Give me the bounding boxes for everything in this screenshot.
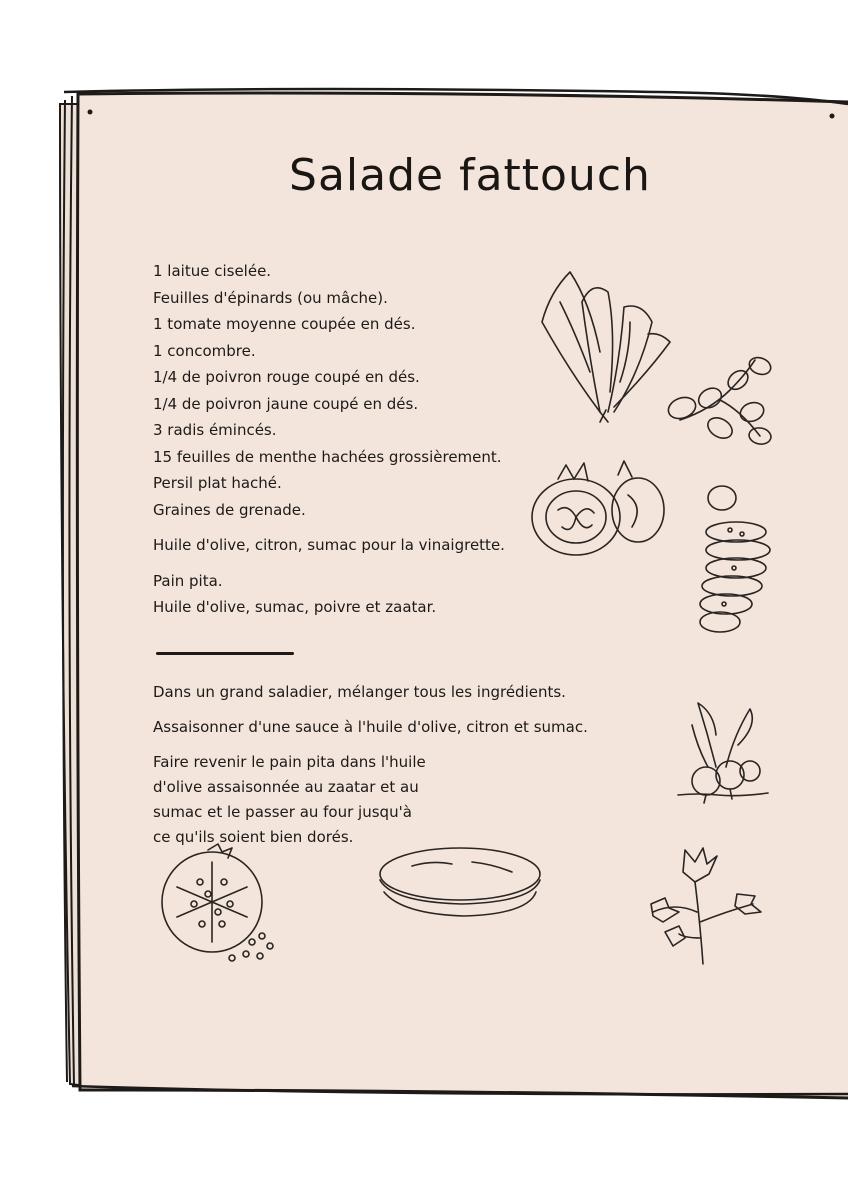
ingredient-item: 1/4 de poivron jaune coupé en dés. [153, 394, 419, 413]
ingredient-item: 1 laitue ciselée. [153, 262, 272, 280]
corner-dot [88, 110, 93, 115]
dressing-line: Huile d'olive, citron, sumac pour la vinaigrette. [153, 536, 505, 554]
ingredient-item: Persil plat haché. [153, 474, 282, 492]
parsley-icon [645, 842, 767, 967]
cucumber-icon [694, 480, 779, 640]
recipe-title: Salade fattouch [289, 150, 651, 201]
pita-icon [372, 842, 547, 924]
ingredient-item: 1/4 de poivron rouge coupé en dés. [153, 368, 420, 386]
bread-item: Pain pita. [153, 571, 223, 590]
ingredient-item: 1 concombre. [153, 341, 256, 360]
step-paragraph: Assaisonner d'une sauce à l'huile d'olive, citron et sumac. [153, 718, 588, 736]
ingredient-item: Feuilles d'épinards (ou mâche). [153, 288, 388, 307]
tomato-icon [528, 455, 668, 560]
step-paragraph: Faire revenir le pain pita dans l'huile d'olive assaisonnée au zaatar et au sumac et le passer au four jusqu'à ce qu'ils soient bien dorés. [153, 753, 426, 846]
ingredient-list [153, 258, 533, 621]
pomegranate-icon [152, 842, 292, 967]
preparation-steps [153, 680, 623, 860]
radish-icon [668, 695, 778, 805]
bread-item: Huile d'olive, sumac, poivre et zaatar. [153, 598, 437, 616]
mint-icon [660, 350, 780, 450]
ingredient-item: 3 radis émincés. [153, 421, 277, 439]
ingredient-item: 15 feuilles de menthe hachées grossièrement. [153, 447, 502, 466]
ingredient-item: Graines de grenade. [153, 500, 306, 519]
lettuce-icon [530, 262, 680, 422]
section-divider [156, 652, 294, 655]
corner-dot [830, 114, 835, 119]
ingredient-item: 1 tomate moyenne coupée en dés. [153, 315, 416, 333]
step-paragraph: Dans un grand saladier, mélanger tous les ingrédients. [153, 683, 566, 701]
